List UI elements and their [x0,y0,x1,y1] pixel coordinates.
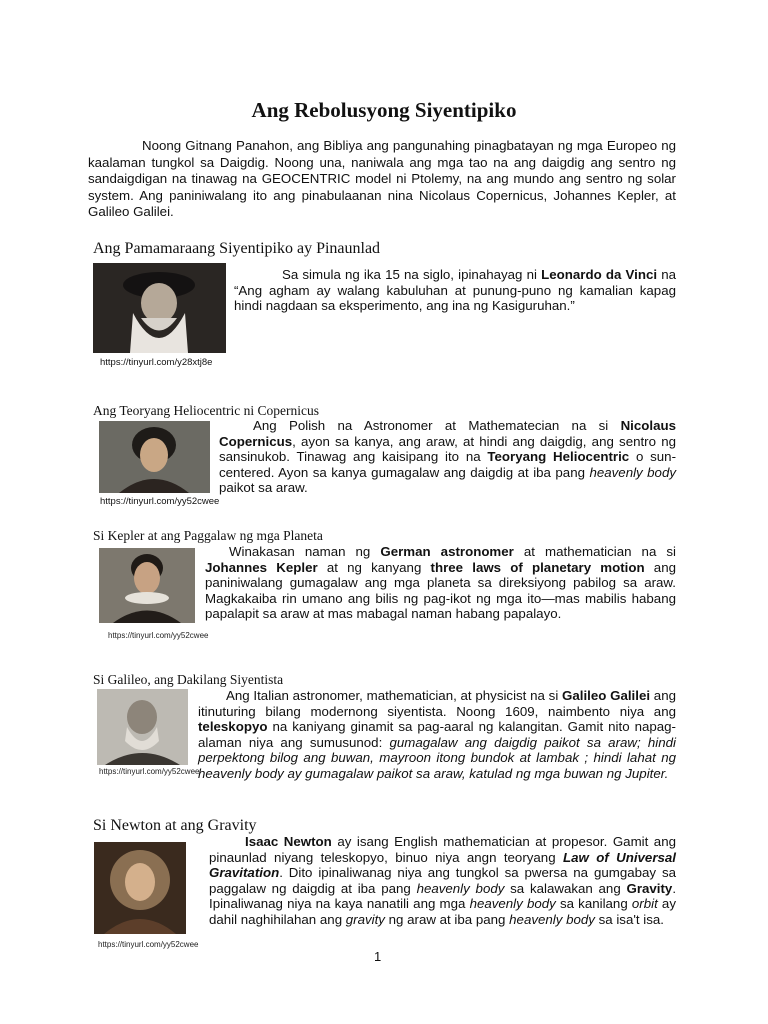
davinci-image-url[interactable]: https://tinyurl.com/y28xtj8e [100,357,213,368]
heading-kepler: Si Kepler at ang Paggalaw ng mga Planeta [93,528,323,543]
intro-paragraph: Noong Gitnang Panahon, ang Bibliya ang pangunahing pinagbatayan ng mga Europeo ng kaalaman tungkol sa Daigdig. Noong una, naniwala ang mga tao na ang daigdig ang sentro ng sandaigdigan na tinawag na GEOCENTRIC model ni Ptolemy, na ang mundo ang sentro ng solar system. Ang paniniwalang ito ang pinabulaanan nina Nicolaus Copernicus, Johannes Kepler, at Galileo Galilei. [88,138,676,219]
davinci-paragraph: Sa simula ng ika 15 na siglo, ipinahayag ni Leonardo da Vinci na “Ang agham ay walang kabuluhan at punung-puno ng kamalian kapag hindi nagdaan sa eksperimento, ang ina ng Kasiguruhan.” [234,267,676,313]
kepler-paragraph: Winakasan naman ng German astronomer at mathematician na si Johannes Kepler at ng kanyang three laws of planetary motion ang paniniwalang gumagalaw ang mga planeta sa direksiyong pabilog sa araw. Magkakaiba rin umano ang bilis ng pag-ikot ng mga ito—mas mabilis habang papalapit sa araw at mas mabagal naman habang papalayo. [205,544,676,621]
copernicus-portrait [99,421,210,493]
newton-paragraph: Isaac Newton ay isang English mathematician at propesor. Gamit ang pinaunlad niyang teleskopyo, binuo niya angn teoryang Law of Universal Gravitation. Dito ipinaliwanag niya ang tungkol sa pwersa na gumgabay sa paggalaw ng daigdig at iba pang heavenly body sa kalawakan ang Gravity. Ipinaliwanag niya na kaya nanatili ang mga heavenly body sa kanilang orbit ay dahil naghihilahan ang gravity ng araw at iba pang heavenly body sa isa't isa. [209,834,677,927]
galileo-portrait [97,689,188,765]
heading-galileo: Si Galileo, ang Dakilang Siyentista [93,672,284,687]
copernicus-image-url[interactable]: https://tinyurl.com/yy52cwee [100,496,220,507]
galileo-image-url[interactable]: https://tinyurl.com/yy52cwee [99,767,200,776]
galileo-paragraph: Ang Italian astronomer, mathematician, at physicist na si Galileo Galilei ang itinuturing bilang modernong siyentista. Noong 1609, naimbento niya ang teleskopyo na kaniyang ginamit sa pag-aaral ng kalangitan. Gamit nito napag- alaman niya ang sumusunod: gumagalaw ang daigdig paikot sa araw; hindi perpektong bilog ang buwan, mayroon itong bundok at lambak ; hindi lahat ng heavenly body ay gumagalaw paikot sa araw, katulad ng mga buwan ng Jupiter. [198,688,677,781]
page-title: Ang Rebolusyong Siyentipiko [251,98,517,122]
copernicus-paragraph: Ang Polish na Astronomer at Mathematecian na si Nicolaus Copernicus, ayon sa kanya, ang araw, at hindi ang daigdig, ang sentro ng sansinukob. Tinawag ang kaisipang ito na Teoryang Heliocentric o sun-centered. Ayon sa kanya gumagalaw ang daigdig at iba pang heavenly body paikot sa araw. [219,418,677,495]
newton-image-url[interactable]: https://tinyurl.com/yy52cwee [98,940,199,949]
kepler-image-url[interactable]: https://tinyurl.com/yy52cwee [108,631,209,640]
kepler-portrait [99,548,195,623]
page-number: 1 [374,949,382,964]
davinci-portrait [93,263,226,353]
heading-copernicus: Ang Teoryang Heliocentric ni Copernicus [93,403,319,418]
heading-newton: Si Newton at ang Gravity [93,817,257,834]
newton-portrait [94,842,186,934]
heading-davinci: Ang Pamamaraang Siyentipiko ay Pinaunlad [93,240,381,257]
